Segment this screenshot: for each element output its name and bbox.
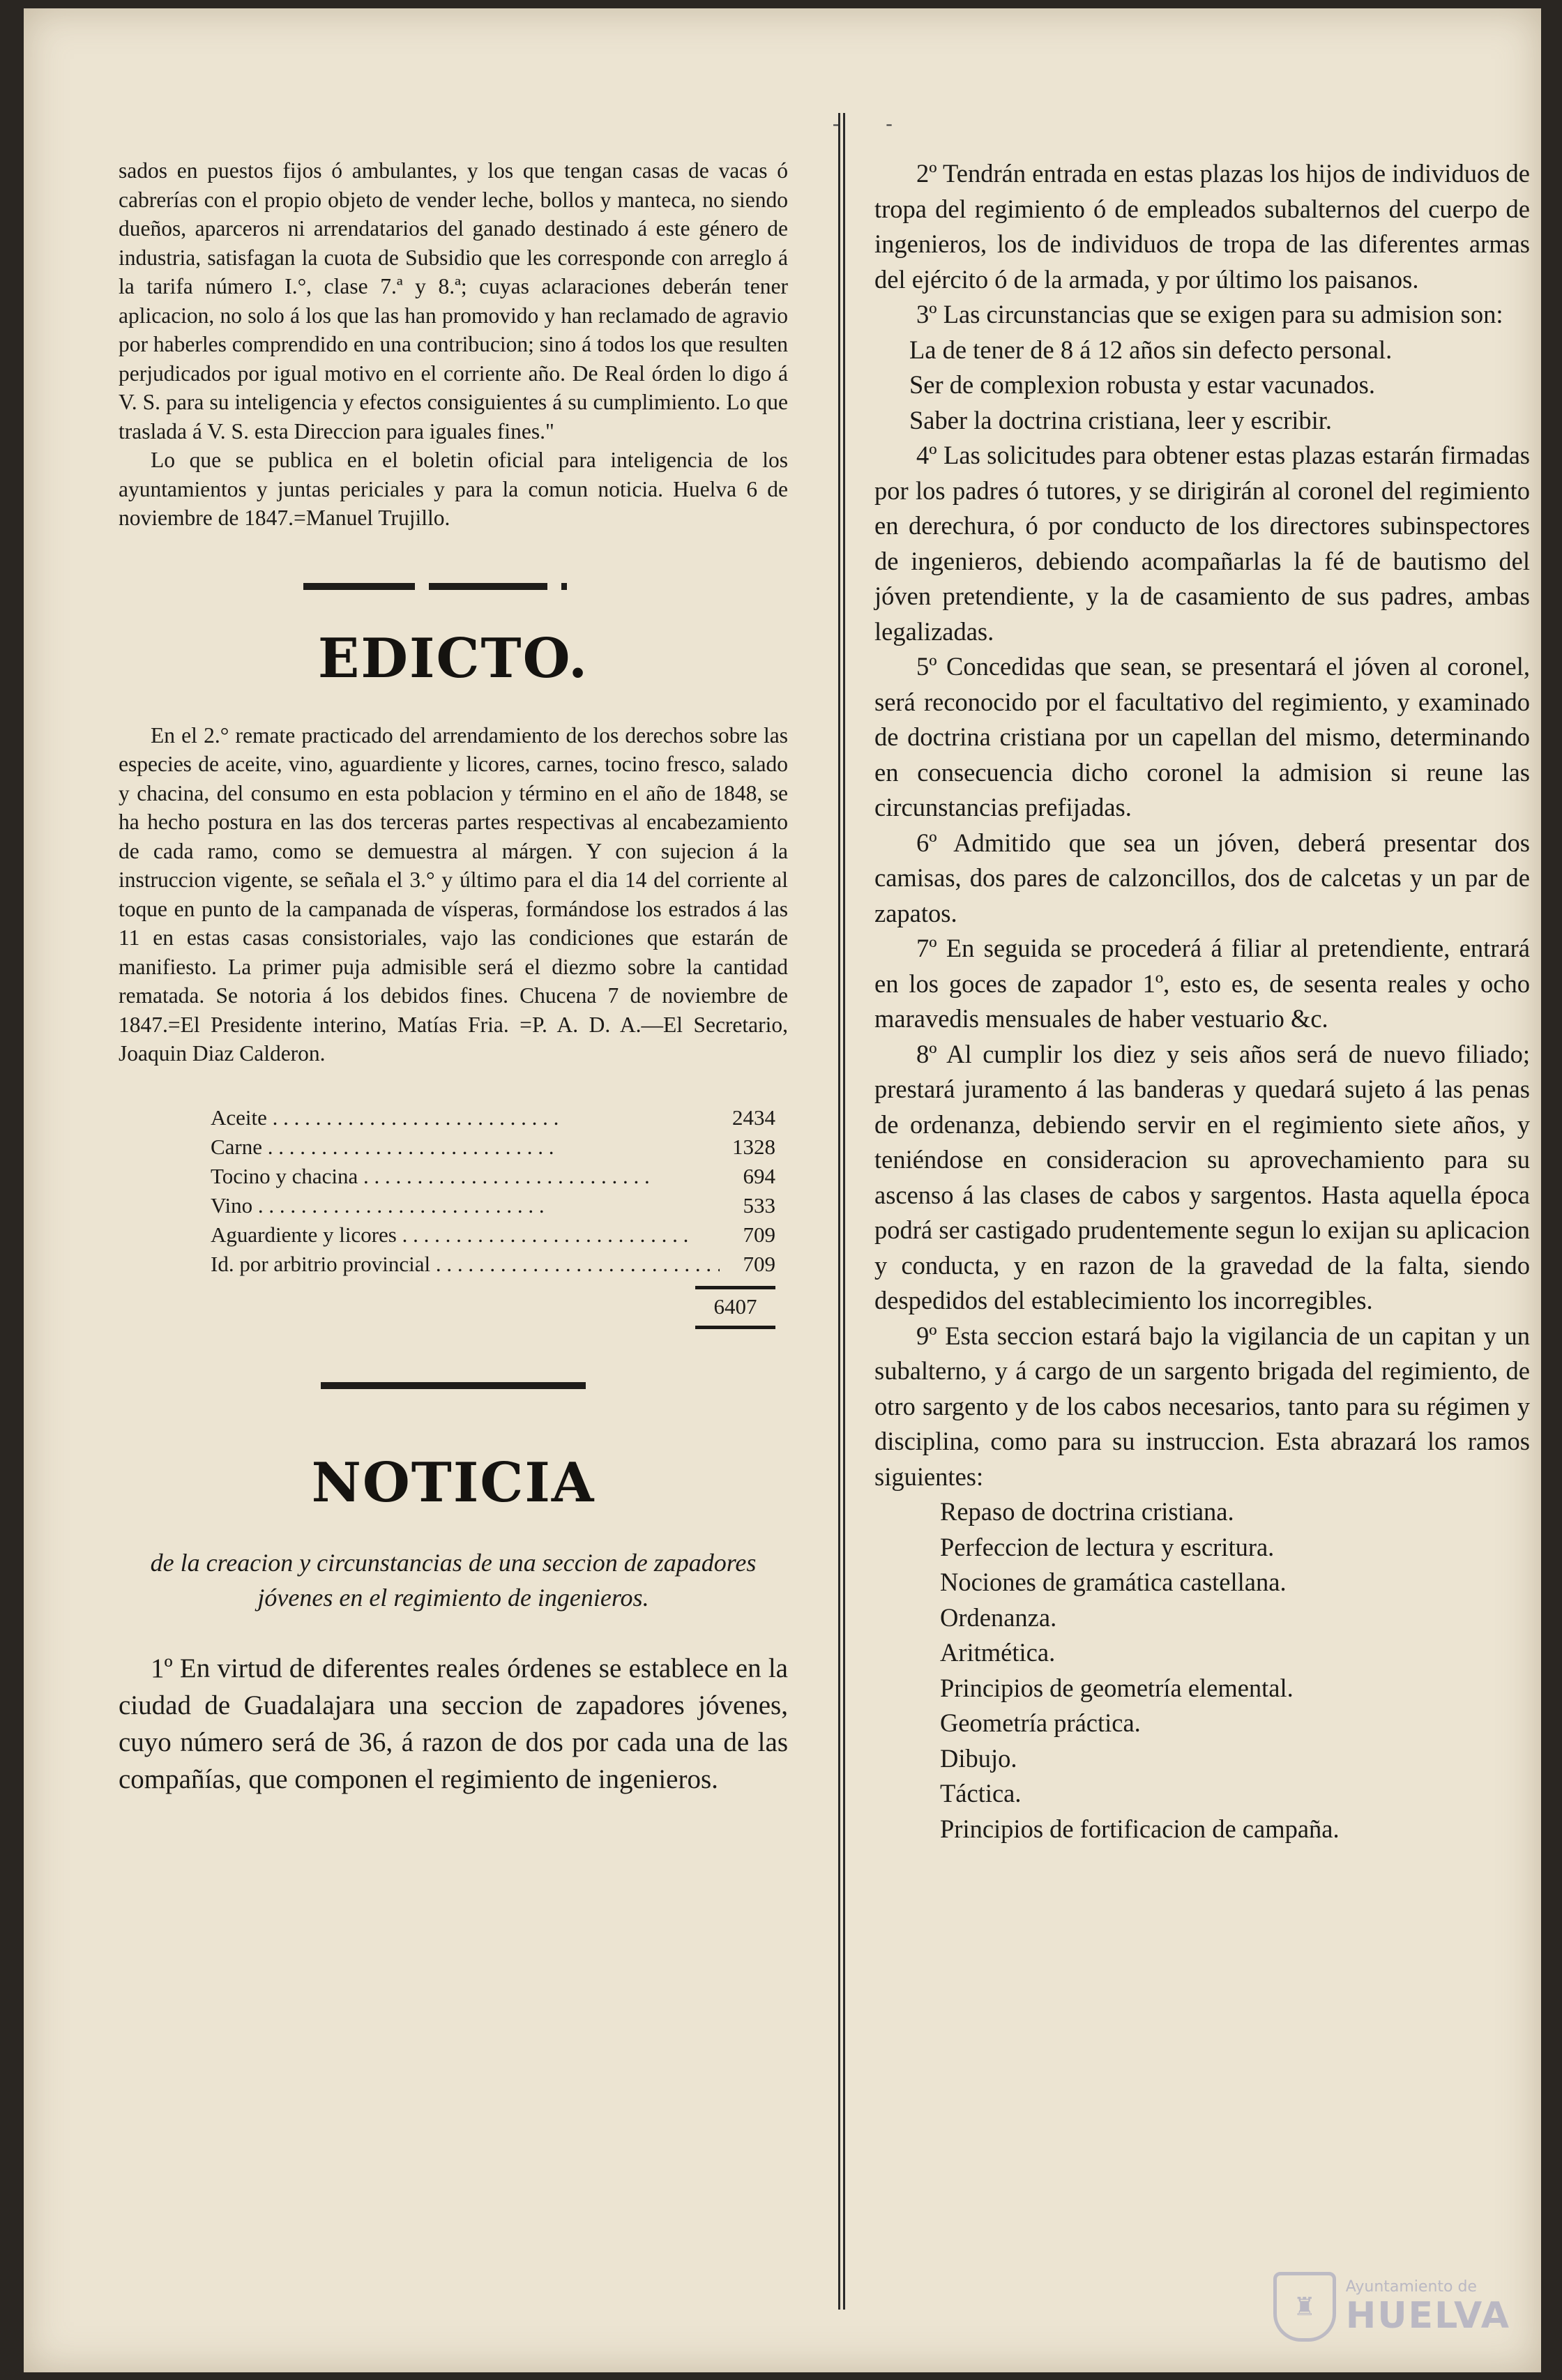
para-4: 4º Las solicitudes para obtener estas plazas estarán firmadas por los padres ó tutores, y se dirigirán al coronel del regimiento en derechura, ó por conducto de los directores subinspectores de ingenieros, debiendo acompañarlas la fé de bautismo del jóven pretendiente, y la de casamiento de sus padres, ambas legalizadas. (874, 441, 1530, 646)
huelva-watermark (1273, 2272, 1510, 2342)
table-row: Aceite . . . 2434 (211, 1103, 775, 1132)
watermark-line-1: Ayuntamiento de (1345, 2278, 1477, 2296)
para-7: 7º En seguida se procederá á filiar al pretendiente, entrará en los goces de zapador 1º, esto es, de sesenta reales y ocho maravedis mensuales de haber vestuario &c. (874, 934, 1530, 1033)
table-row: Aguardiente y licores . . . 709 (211, 1220, 775, 1250)
para-3: 3º Las circunstancias que se exigen para su admision son: (916, 300, 1503, 328)
para-9: 9º Esta seccion estará bajo la vigilancia de un capitan y un subalterno, y á cargo de un sargento brigada del regimiento, de otro sargento y de los cabos necesarios, tanto para su régimen y disciplina, como para su instruccion. Esta abrazará los ramos siguientes: (874, 1321, 1530, 1491)
para-2: 2º Tendrán entrada en estas plazas los hijos de individuos de tropa del regimiento ó de empleados subalternos del cuerpo de ingenieros, los de individuos de tropa de las diferentes armas del ejército ó de la armada, y por último los paisanos. (874, 159, 1530, 294)
para-3c: Saber la doctrina cristiana, leer y escribir. (909, 405, 1333, 434)
para-3a: La de tener de 8 á 12 años sin defecto personal. (909, 335, 1393, 364)
noticia-title: NOTICIA (311, 1450, 596, 1515)
left-para-1: sados en puestos fijos ó ambulantes, y los que tengan casas de vacas ó cabrerías con el propio objeto de vender leche, bollos y manteca, no siendo dueños, aparceros ni arrendatarios del ganado destinado á este género de industria, satisfagan la cuota de Subsidio que les corresponde con arreglo á la tarifa número I.°, clase 7.ª y 8.ª; cuyas aclaraciones deberán tener aplicacion, no solo á los que las han promovido y han reclamado de agravio por haberles comprendido en una contribucion; sino á todos los que resulten perjudicados por igual motivo en el corriente año. De Real órden lo digo á V. S. para su inteligencia y efectos consiguientes á su cumplimiento. Lo que traslada á V. S. esta Direccion para iguales fines." (119, 158, 788, 444)
list-item: Principios de geometría elemental. (940, 1673, 1294, 1702)
section-rule (321, 1378, 586, 1389)
list-item: Dibujo. (940, 1743, 1017, 1773)
list-item: Aritmética. (940, 1638, 1056, 1667)
noticia-subtitle: de la creacion y circunstancias de una seccion de zapadores jóvenes en el regimiento de ingenieros. (150, 1548, 757, 1612)
edicto-body: En el 2.° remate practicado del arrendamiento de los derechos sobre las especies de aceite, vino, aguardiente y licores, carnes, tocino fresco, salado y chacina, del consumo en esta poblacion y término en el año de 1848, se ha hecho postura en las dos terceras partes respectivas al encabezamiento de cada ramo, como se demuestra al márgen. Y con sujecion á la instruccion vigente, se señala el 3.° y último para el dia 14 del corriente al toque en punto de la campanada de vísperas, formándose los estrados á las 11 en estas casas consistoriales, vajo las condiciones que estarán de manifiesto. La primer puja admisible será el diezmo sobre la cantidad rematada. Se notoria á los debidos fines. Chucena 7 de noviembre de 1847.=El Presidente interino, Matías Fria. =P. A. D. A.—El Secretario, Joaquin Diaz Calderon. (119, 722, 788, 1066)
list-item: Geometría práctica. (940, 1708, 1141, 1737)
list-item: Principios de fortificacion de campaña. (940, 1814, 1340, 1843)
noticia-para-1: 1º En virtud de diferentes reales órdenes se establece en la ciudad de Guadalajara una seccion de zapadores jóvenes, cuyo número será de 36, á razon de dos por cada una de las compañías, que componen el regimiento de ingenieros. (119, 1653, 788, 1794)
para-5: 5º Concedidas que sean, se presentará el jóven al coronel, será reconocido por el facultativo del regimiento, y examinado de doctrina cristiana por un capellan del mismo, determinando en consecuencia dicho coronel la admision si reune las circunstancias prefijadas. (874, 652, 1530, 821)
para-8: 8º Al cumplir los diez y seis años será de nuevo filiado; prestará juramento á las banderas y quedará sujeto á las penas de ordenanza, debiendo servir en el regimiento siete años, y teniéndose en consideracion su aprovechamiento para su ascenso á las clases de cabos y sargentos. Hasta aquella época podrá ser castigado prudentemente segun lo exijan su aplicacion y conducta, y en razon de la gravedad de la falta, siendo despedidos del establecimiento los incorregibles. (874, 1039, 1530, 1314)
para-6: 6º Admitido que sea un jóven, deberá presentar dos camisas, dos pares de calzoncillos, dos de calcetas y un par de zapatos. (874, 828, 1530, 927)
para-3b: Ser de complexion robusta y estar vacunados. (909, 370, 1375, 399)
list-item: Repaso de doctrina cristiana. (940, 1497, 1234, 1526)
right-column (874, 156, 1530, 1847)
table-row: Vino . . . 533 (211, 1191, 775, 1220)
page-marks: - - (833, 113, 913, 135)
left-column (119, 156, 788, 1798)
edicto-title: EDICTO. (317, 626, 589, 690)
crest-icon: ♜ (1273, 2272, 1336, 2342)
watermark-line-2: HUELVA (1345, 2295, 1510, 2337)
left-para-2: Lo que se publica en el boletin oficial para inteligencia de los ayuntamientos y juntas periciales y para la comun noticia. Huelva 6 de noviembre de 1847.=Manuel Trujillo. (119, 448, 788, 530)
table-row: Id. por arbitrio provincial . . . 709 (211, 1250, 775, 1279)
list-item: Ordenanza. (940, 1602, 1057, 1632)
ramos-list (874, 1494, 1530, 1847)
table-row: Carne . . . 1328 (211, 1132, 775, 1162)
list-item: Táctica. (940, 1779, 1022, 1807)
section-rule (303, 579, 603, 590)
list-item: Nociones de gramática castellana. (940, 1568, 1287, 1596)
table-row: Tocino y chacina . . . 694 (211, 1162, 775, 1191)
list-item: Perfeccion de lectura y escritura. (940, 1532, 1275, 1561)
newspaper-page (24, 8, 1541, 2372)
remate-table (211, 1103, 775, 1279)
column-divider (838, 113, 845, 2310)
table-total: 6407 (211, 1286, 775, 1329)
